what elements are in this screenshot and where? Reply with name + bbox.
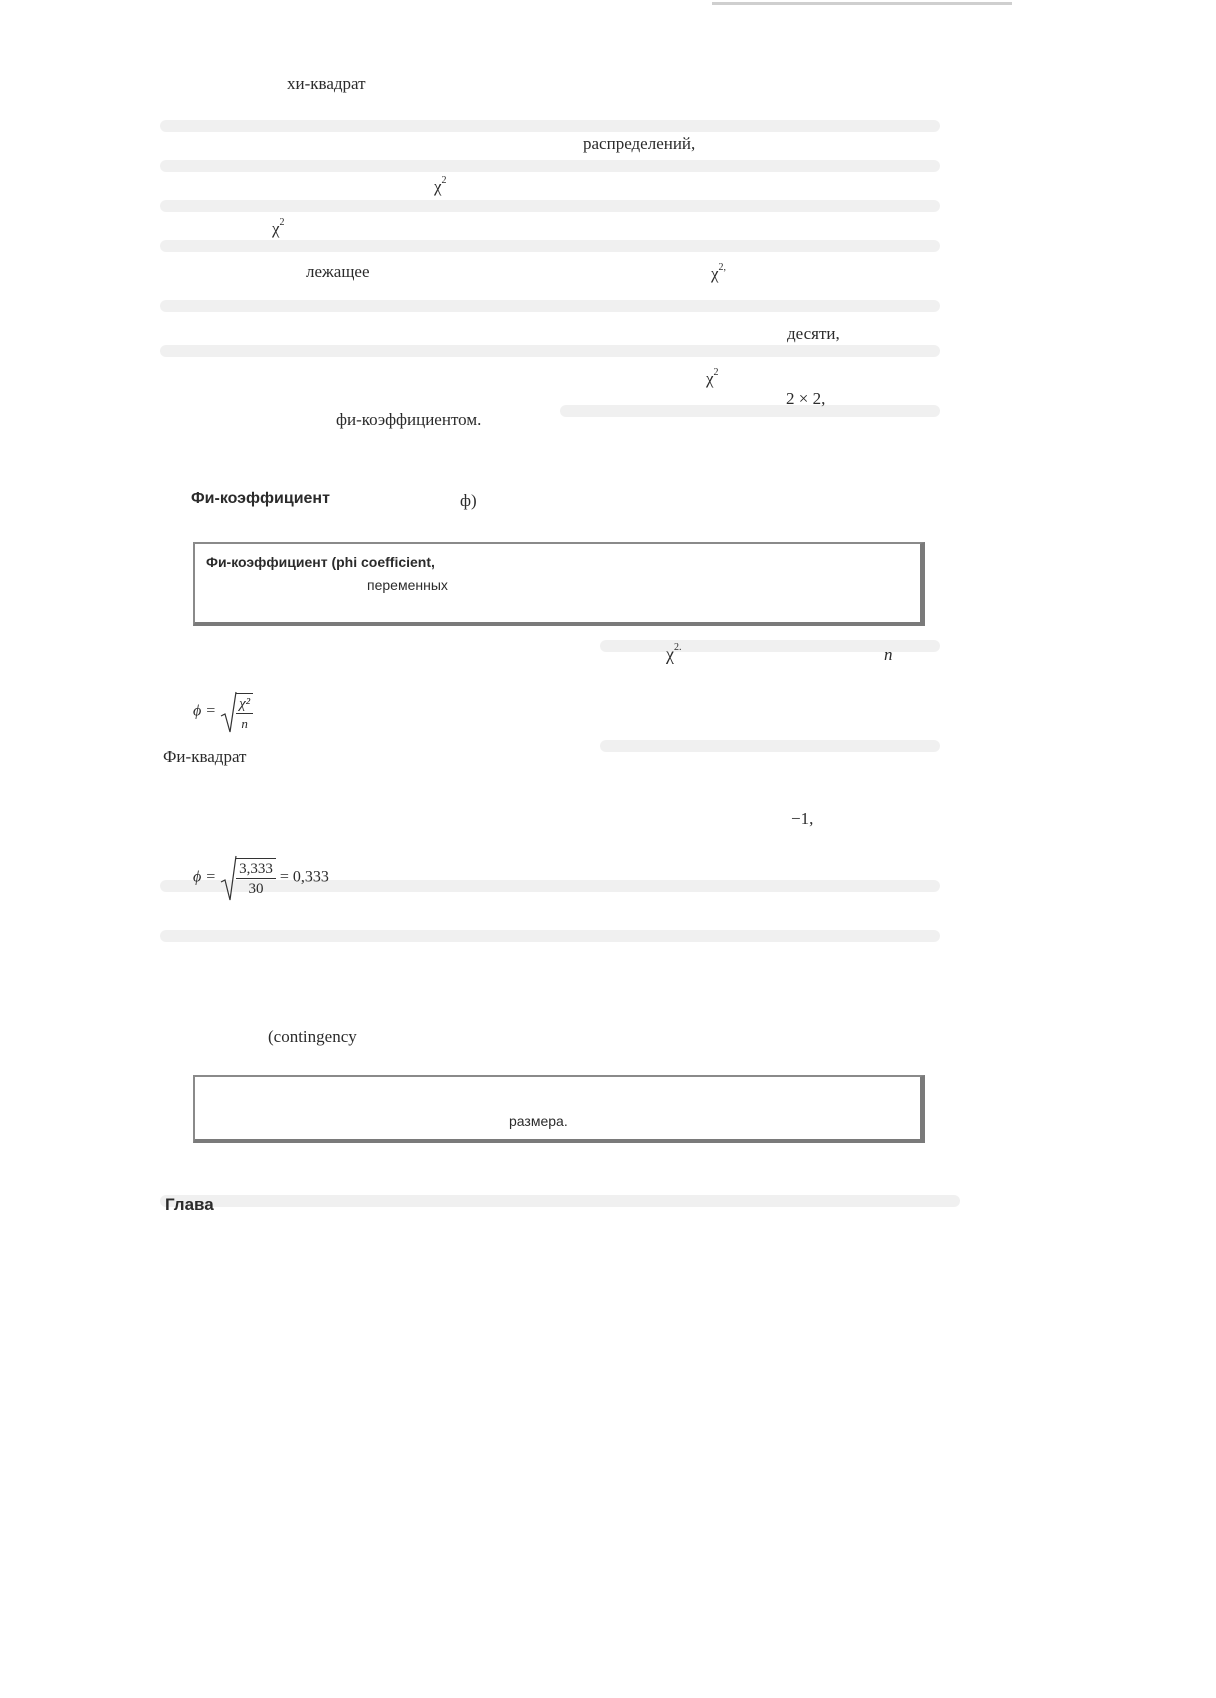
- bleed-line: [160, 345, 940, 357]
- text-raspredeleniy: распределений,: [583, 134, 696, 153]
- box-contingency-line: размера.: [509, 1113, 568, 1129]
- text-lezhashchee: лежащее: [306, 262, 370, 281]
- text-two-by-two: 2 × 2,: [786, 389, 826, 408]
- bleed-line: [560, 405, 940, 417]
- square-root: $\frac{\text{χ²}}{n}$: [220, 690, 253, 734]
- text-phi-paren: ф): [460, 491, 477, 510]
- bleed-line: [600, 740, 940, 752]
- text-desyati: десяти,: [787, 324, 840, 343]
- formula-phi-example: ϕ = $\frac{3,333}{30}$ = 0,333: [193, 854, 329, 902]
- bleed-line: [160, 1195, 960, 1207]
- chi-squared-symbol: $\chi^2$: [272, 217, 285, 238]
- box-phi-line1: Фи-коэффициент (phi coefficient,: [206, 554, 435, 570]
- definition-box-contingency: [193, 1075, 925, 1143]
- bleed-line: [160, 240, 940, 252]
- formula-phi-definition: ϕ = $\frac{\text{χ²}}{n}$: [193, 690, 253, 734]
- footer-glava: Глава: [165, 1195, 214, 1214]
- text-khi-kvadrat: хи-квадрат: [287, 74, 366, 93]
- text-fi-kvadrat: Фи-квадрат: [163, 747, 247, 766]
- bleed-line: [160, 930, 940, 942]
- text-fi-koeffitsientom: фи-коэффициентом.: [336, 410, 482, 429]
- text-minus-one: −1,: [791, 809, 814, 828]
- chi-squared-symbol: $\chi^{2.}$: [666, 642, 682, 664]
- bleed-line: [160, 120, 940, 132]
- text-contingency: (contingency: [268, 1027, 357, 1046]
- bleed-line: [160, 300, 940, 312]
- bleed-line: [160, 160, 940, 172]
- chi-squared-symbol: $\chi^2$: [434, 175, 447, 196]
- heading-fi-koeffitsient: Фи-коэффициент: [191, 490, 330, 507]
- chi-squared-symbol: $\chi^{2,}$: [711, 262, 727, 283]
- bleed-line: [160, 200, 940, 212]
- square-root: $\frac{3,333}{30}$: [220, 854, 276, 902]
- chi-squared-symbol: $\chi^2$: [706, 367, 719, 388]
- box-phi-line2: переменных: [367, 577, 448, 593]
- definition-box-phi: [193, 542, 925, 626]
- text-n: n: [884, 645, 893, 664]
- page-edge-line: [712, 2, 1012, 5]
